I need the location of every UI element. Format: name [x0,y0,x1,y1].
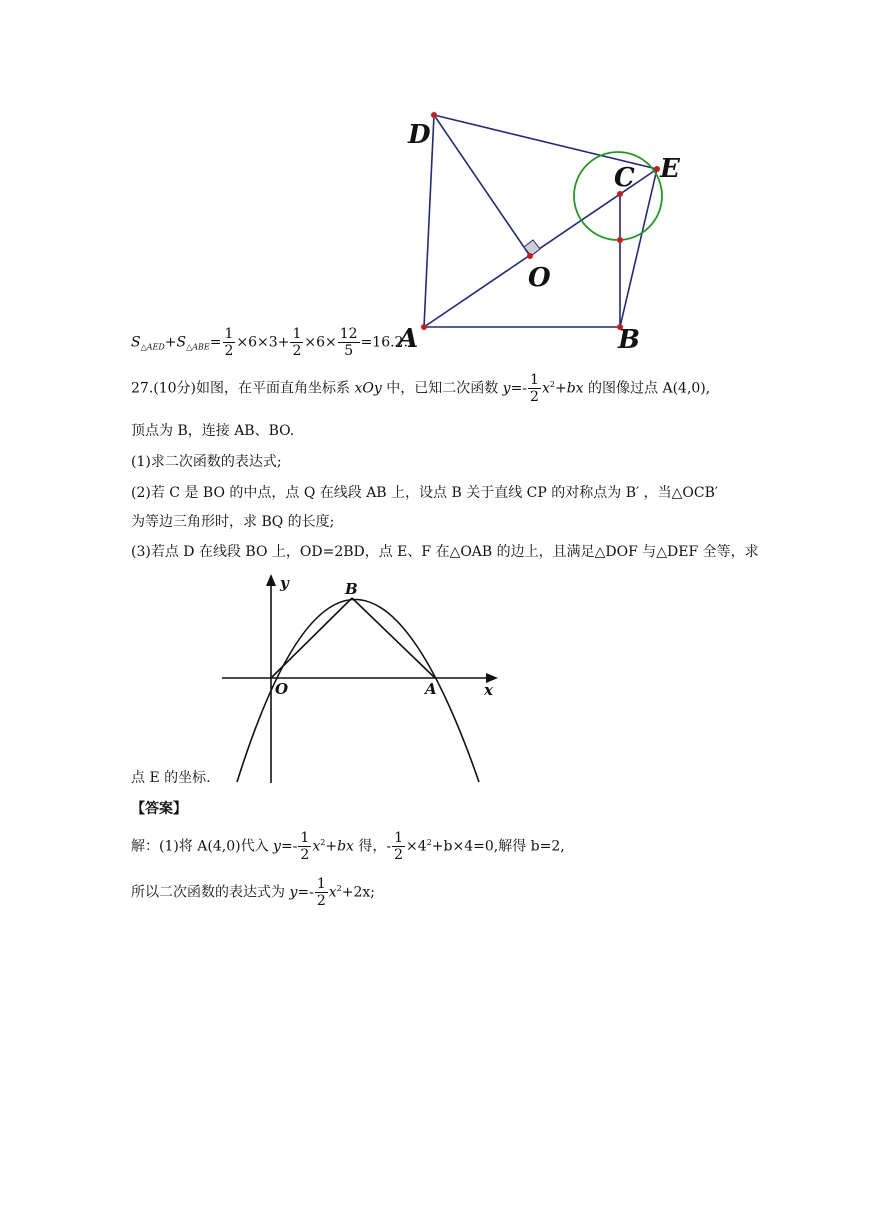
problem-line-2: 顶点为 B，连接 AB、BO. [131,423,295,439]
label-y: y [280,574,289,592]
segment-OB [271,598,352,678]
y-axis-arrow [266,574,276,586]
label-D: D [408,120,431,150]
area-formula: $S_{\triangle AED}+S_{\triangle ABE}=$ $\frac{1}{2}$ ×6×3+ $\frac{1}{2}$ ×6× $\frac{12}{5}$ =16.2. [131,326,408,359]
label-C: C [614,163,635,193]
parabola-figure [215,570,505,785]
question-3-line-2: 点 E 的坐标. [131,770,211,786]
solution-line-1: 解：(1)将 A(4,0)代入 y=- $\frac{1}{2}$ $x^2+bx$ 得，- $\frac{1}{2}$ $\times 4^2+b\times 4=0$,解得 b=2, [131,830,565,863]
segment-DE [434,115,657,169]
right-angle-mark [524,240,540,256]
problem-line-1: 27.(10分)如图，在平面直角坐标系 xOy 中，已知二次函数 y=- $\frac{1}{2}$ $x^2+bx$ 的图像过点 A(4,0), [131,372,711,405]
question-2-line-1: (2)若 C 是 BO 的中点，点 Q 在线段 AB 上，设点 B 关于直线 CP 的对称点为 B′ ，当△OCB′ [131,485,719,501]
label-B: B [345,580,358,598]
point-mid [617,237,623,243]
solution-line-2: 所以二次函数的表达式为 y=- $\frac{1}{2}$ $x^2+2x$; [131,876,376,909]
question-1: (1)求二次函数的表达式; [131,454,282,470]
parabola-curve [237,600,479,783]
question-3-line-1: (3)若点 D 在线段 BO 上，OD=2BD，点 E、F 在△OAB 的边上，且满足△DOF 与△DEF 全等，求 [131,544,759,560]
label-O: O [275,680,289,698]
point-O [527,253,533,259]
label-A: A [425,680,437,698]
label-x: x [484,681,493,699]
label-B: B [618,325,640,355]
segment-BA [352,598,435,678]
segment-DO [434,115,530,256]
geometry-figure [395,100,695,355]
label-O: O [528,263,551,293]
answer-heading: 【答案】 [131,801,187,817]
question-2-line-2: 为等边三角形时，求 BQ 的长度; [131,514,335,530]
point-A [421,324,427,330]
point-D [431,112,437,118]
label-E: E [660,154,680,184]
label-A: A [398,324,419,354]
